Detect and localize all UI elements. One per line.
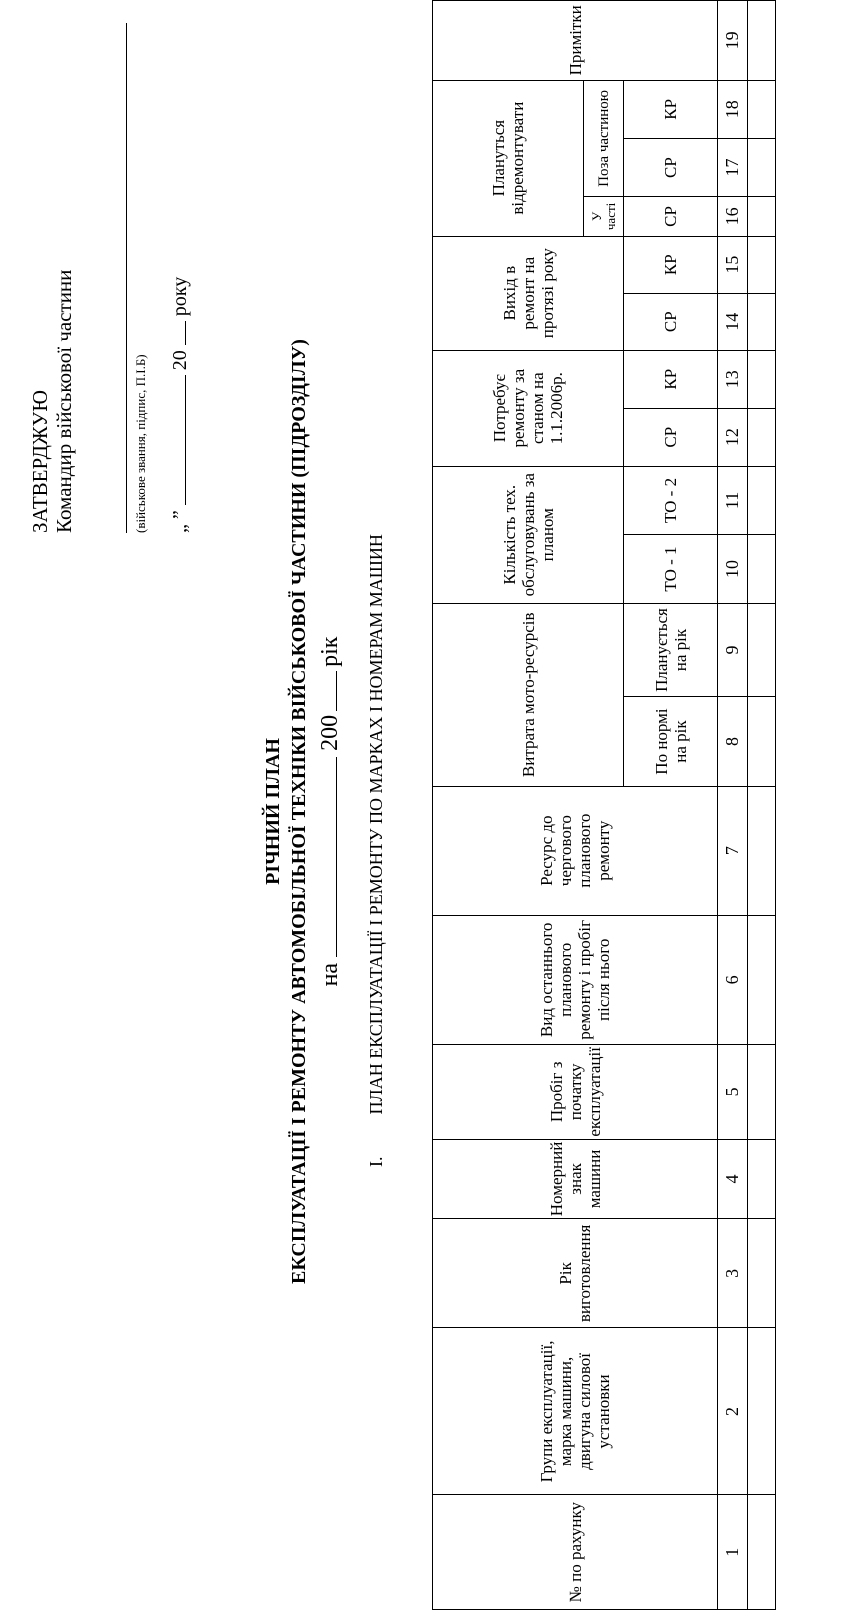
header-out-kr: КР	[624, 236, 718, 293]
year-suffix: рік	[317, 636, 343, 667]
document-subtitle: ЕКСПЛУАТАЦІЇ І РЕМОНТУ АВТОМОБІЛЬНОЇ ТЕХНІКИ ВІЙСЬКОВОЇ ЧАСТИНИ (ПІДРОЗДІЛУ)	[288, 339, 310, 1284]
header-plan-out-kr: КР	[624, 80, 718, 138]
for-word: на	[317, 962, 343, 987]
column-number: 2	[718, 1328, 748, 1495]
empty-cell[interactable]	[748, 350, 776, 408]
plan-table	[432, 0, 776, 1610]
header-out-sr: СР	[624, 293, 718, 350]
header-group-out-repair: Вихід в ремонт на протязі року	[433, 236, 624, 350]
empty-cell[interactable]	[748, 603, 776, 697]
empty-cell[interactable]	[748, 1, 776, 81]
empty-cell[interactable]	[748, 1045, 776, 1140]
empty-cell[interactable]	[748, 197, 776, 236]
header-need-sr: СР	[624, 408, 718, 466]
document-title: РІЧНИЙ ПЛАН	[262, 738, 284, 885]
header-resource-next-repair: Ресурс до чергового планового ремонту	[433, 786, 718, 915]
empty-cell[interactable]	[748, 697, 776, 786]
empty-cell[interactable]	[748, 236, 776, 293]
empty-cell[interactable]	[748, 1495, 776, 1610]
header-plan-out-sr: СР	[624, 138, 718, 196]
year-prefix: 200	[317, 714, 343, 751]
column-number: 3	[718, 1219, 748, 1328]
empty-cell[interactable]	[748, 80, 776, 138]
column-number: 12	[718, 408, 748, 466]
empty-cell[interactable]	[748, 293, 776, 350]
empty-cell[interactable]	[748, 915, 776, 1044]
empty-cell[interactable]	[748, 786, 776, 915]
column-number: 16	[718, 197, 748, 236]
header-row-number: № по рахунку	[433, 1495, 718, 1610]
column-number: 5	[718, 1045, 748, 1140]
column-number: 4	[718, 1139, 748, 1219]
signature-caption: (військове звання, підпис, П.І.Б)	[133, 354, 148, 533]
column-number: 15	[718, 236, 748, 293]
date-year-blank	[167, 321, 186, 345]
header-group-need-repair: Потребує ремонту за станом на 1.1.2006р.	[433, 350, 624, 466]
column-number: 9	[718, 603, 748, 697]
column-number: 17	[718, 138, 748, 196]
header-plan-in-sr: СР	[624, 197, 718, 236]
header-plate-number: Номерний знак машини	[433, 1139, 718, 1219]
empty-cell[interactable]	[748, 1139, 776, 1219]
section-title: ПЛАН ЕКСПЛУАТАЦІЇ І РЕМОНТУ ПО МАРКАХ І НОМЕРАМ МАШИН	[366, 534, 386, 1115]
column-number: 18	[718, 80, 748, 138]
column-number: 7	[718, 786, 748, 915]
empty-cell[interactable]	[748, 408, 776, 466]
column-number: 1	[718, 1495, 748, 1610]
header-group-planned-repair: Плануться відремонтувати	[433, 80, 584, 236]
header-year-made: Рік виготовлення	[433, 1219, 718, 1328]
year-blank	[316, 671, 337, 711]
column-number: 8	[718, 697, 748, 786]
header-planned-per-year: Планується на рік	[624, 603, 718, 697]
empty-cell[interactable]	[748, 138, 776, 196]
column-number: 13	[718, 350, 748, 408]
empty-cell[interactable]	[748, 466, 776, 535]
header-group-model: Групи експлуатації, марка машини, двигуна силової установки	[433, 1328, 718, 1495]
approval-block	[28, 13, 192, 533]
column-numbers-row	[718, 1, 748, 1610]
empty-cell[interactable]	[748, 535, 776, 604]
header-norm-per-year: По нормі на рік	[624, 697, 718, 786]
document-year-line	[316, 0, 344, 1623]
approval-commander: Командир військової частини	[52, 269, 76, 533]
section-heading	[366, 534, 387, 1167]
header-mileage-start: Пробіг з початку експлуатації	[433, 1045, 718, 1140]
header-to2: ТО - 2	[624, 466, 718, 535]
date-suffix: року	[169, 276, 191, 317]
header-group-service: Кількість тех. обслуговувань за планом	[433, 466, 624, 603]
header-in-unit: У частi	[584, 197, 624, 236]
approval-date	[167, 13, 192, 533]
column-number: 6	[718, 915, 748, 1044]
date-blank	[167, 375, 186, 505]
approval-heading: ЗАТВЕРДЖУЮ	[28, 390, 52, 533]
header-group-resources: Витрата мото-ресурсів	[433, 603, 624, 786]
column-number: 10	[718, 535, 748, 604]
header-need-kr: КР	[624, 350, 718, 408]
signature-line	[106, 23, 127, 533]
empty-cell[interactable]	[748, 1219, 776, 1328]
column-number: 14	[718, 293, 748, 350]
header-notes: Примітки	[433, 1, 718, 81]
date-quotes: „ ”	[169, 510, 191, 533]
unit-blank	[316, 757, 337, 957]
header-to1: ТО - 1	[624, 535, 718, 604]
section-number: I.	[366, 1156, 386, 1167]
header-outside-unit: Поза частиною	[584, 80, 624, 197]
date-century: 20	[169, 350, 191, 371]
column-number: 19	[718, 1, 748, 81]
empty-cell[interactable]	[748, 1328, 776, 1495]
column-number: 11	[718, 466, 748, 535]
table-row	[748, 1, 776, 1610]
header-last-repair: Вид останнього планового ремонту і пробіг після нього	[433, 915, 718, 1044]
